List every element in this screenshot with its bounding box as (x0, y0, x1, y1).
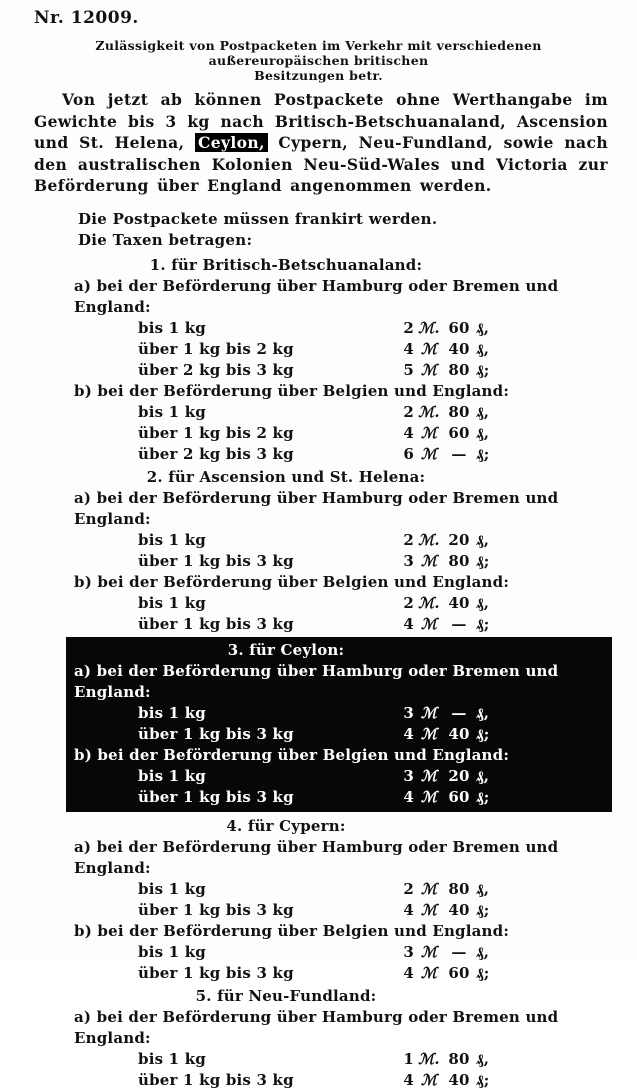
pfennig-amount: — (451, 703, 467, 722)
pfennig-sign: ₰, (476, 318, 490, 337)
pfennig-amount: 40 (448, 339, 470, 358)
pfennig-amount: 60 (448, 963, 470, 982)
price-value (400, 551, 489, 572)
mark-sign: ℳ (420, 703, 438, 722)
price-value (400, 339, 489, 360)
subject-line-1: Zulässigkeit von Postpacketen im Verkehr mit verschiedenen außereuropäischen britischen (95, 38, 542, 68)
section-title: 4. für Cypern: (226, 816, 346, 835)
pfennig-amount: 60 (448, 423, 470, 442)
mark-amount: 6 (403, 444, 414, 463)
route-label: a) bei der Beförderung über Hamburg oder Bremen und England: (74, 661, 559, 701)
pfennig-amount: — (451, 444, 467, 463)
pfennig-sign: ₰; (476, 787, 490, 806)
price-value (400, 1070, 489, 1091)
price-value (400, 787, 489, 808)
mark-amount: 1 (403, 1049, 414, 1068)
pfennig-sign: ₰; (476, 360, 490, 379)
rate-row (66, 1070, 612, 1091)
intro-paragraph (34, 89, 608, 197)
price-value (400, 942, 489, 963)
rate-row (66, 423, 612, 444)
intro-text-before: Von jetzt ab können Postpackete ohne Werthangabe im Gewichte bis 3 kg nach Britisch-Betschuanaland, Ascension und St. Helena, (34, 90, 608, 152)
route-label: a) bei der Beförderung über Hamburg oder Bremen und England: (74, 837, 559, 877)
route-label: b) bei der Beförderung über Belgien und England: (74, 745, 510, 764)
rate-row (66, 787, 612, 808)
mark-amount: 4 (403, 724, 414, 743)
price-value (400, 530, 489, 551)
mark-sign: ℳ. (418, 530, 440, 549)
pfennig-amount: 40 (448, 593, 470, 612)
mark-sign: ℳ (420, 339, 438, 358)
pfennig-amount: 80 (448, 1049, 470, 1068)
price-value (400, 614, 489, 635)
price-value (400, 963, 489, 984)
mark-amount: 4 (403, 1070, 414, 1089)
rate-row (66, 551, 612, 572)
pfennig-amount: 60 (448, 318, 470, 337)
weight-range: über 1 kg bis 2 kg (138, 339, 294, 358)
rate-section (66, 467, 612, 635)
price-value (400, 318, 489, 339)
mark-amount: 4 (403, 963, 414, 982)
pfennig-sign: ₰, (476, 703, 490, 722)
section-title: 1. für Britisch-Betschuanaland: (149, 255, 423, 274)
rate-row (66, 318, 612, 339)
rate-row (66, 402, 612, 423)
rate-section (66, 816, 612, 984)
mark-amount: 5 (403, 360, 414, 379)
pfennig-amount: 20 (448, 530, 470, 549)
rate-row (66, 879, 612, 900)
mark-sign: ℳ (420, 787, 438, 806)
price-value (400, 593, 489, 614)
mark-sign: ℳ (420, 879, 438, 898)
mark-amount: 2 (403, 318, 414, 337)
pfennig-sign: ₰; (476, 614, 490, 633)
pfennig-amount: 40 (448, 900, 470, 919)
price-value (400, 879, 489, 900)
mark-sign: ℳ (420, 900, 438, 919)
pfennig-sign: ₰; (476, 444, 490, 463)
mark-sign: ℳ. (418, 1049, 440, 1068)
section-title: 2. für Ascension und St. Helena: (146, 467, 426, 486)
mark-sign: ℳ (420, 963, 438, 982)
pfennig-amount: 60 (448, 787, 470, 806)
doc-number: Nr. 12009. (34, 8, 139, 28)
mark-sign: ℳ (420, 942, 438, 961)
pfennig-amount: 80 (448, 402, 470, 421)
weight-range: bis 1 kg (138, 530, 206, 549)
mark-sign: ℳ. (418, 318, 440, 337)
weight-range: bis 1 kg (138, 879, 206, 898)
rate-row (66, 530, 612, 551)
intro-text-after: Cypern, Neu-Fundland, sowie nach den australischen Kolonien Neu-Süd-Wales und Victoria zur Beförderung über England angenommen werden. (34, 133, 608, 195)
mark-amount: 4 (403, 423, 414, 442)
weight-range: über 1 kg bis 3 kg (138, 614, 294, 633)
pfennig-sign: ₰, (476, 879, 490, 898)
mark-amount: 4 (403, 787, 414, 806)
weight-range: über 1 kg bis 3 kg (138, 1070, 294, 1089)
pfennig-amount: — (451, 614, 467, 633)
rate-row (66, 360, 612, 381)
rate-sections (0, 255, 637, 1091)
rate-row (66, 703, 612, 724)
pfennig-sign: ₰, (476, 423, 490, 442)
pfennig-amount: 80 (448, 360, 470, 379)
route-label: b) bei der Beförderung über Belgien und England: (74, 921, 510, 940)
franking-note: Die Postpackete müssen frankirt werden. (78, 209, 438, 228)
rate-section (66, 637, 612, 812)
weight-range: über 1 kg bis 3 kg (138, 724, 294, 743)
pfennig-amount: 40 (448, 1070, 470, 1089)
mark-amount: 4 (403, 339, 414, 358)
mark-amount: 2 (403, 879, 414, 898)
weight-range: bis 1 kg (138, 1049, 206, 1068)
mark-sign: ℳ (420, 766, 438, 785)
route-label: b) bei der Beförderung über Belgien und England: (74, 381, 510, 400)
rate-row (66, 724, 612, 745)
pfennig-amount: 80 (448, 879, 470, 898)
mark-sign: ℳ (420, 614, 438, 633)
pfennig-amount: 20 (448, 766, 470, 785)
pfennig-sign: ₰, (476, 1049, 490, 1068)
mark-amount: 2 (403, 530, 414, 549)
price-value (400, 766, 489, 787)
pfennig-sign: ₰; (476, 900, 490, 919)
highlighted-text-ceylon: Ceylon, (195, 133, 268, 152)
rate-section (66, 986, 612, 1091)
weight-range: über 2 kg bis 3 kg (138, 360, 294, 379)
weight-range: bis 1 kg (138, 593, 206, 612)
pfennig-sign: ₰, (476, 942, 490, 961)
pfennig-sign: ₰, (476, 339, 490, 358)
price-value (400, 360, 489, 381)
rate-row (66, 942, 612, 963)
pfennig-amount: 80 (448, 551, 470, 570)
price-value (400, 402, 489, 423)
mark-amount: 2 (403, 402, 414, 421)
section-title: 3. für Ceylon: (227, 640, 345, 659)
mark-sign: ℳ. (418, 402, 440, 421)
rate-row (66, 963, 612, 984)
price-value (400, 724, 489, 745)
mark-sign: ℳ (420, 724, 438, 743)
weight-range: bis 1 kg (138, 766, 206, 785)
rate-row (66, 900, 612, 921)
mark-sign: ℳ. (418, 593, 440, 612)
notes-block (78, 209, 637, 252)
weight-range: über 1 kg bis 3 kg (138, 787, 294, 806)
pfennig-sign: ₰; (476, 1070, 490, 1089)
route-label: b) bei der Beförderung über Belgien und England: (74, 572, 510, 591)
weight-range: über 2 kg bis 3 kg (138, 444, 294, 463)
weight-range: über 1 kg bis 3 kg (138, 900, 294, 919)
mark-amount: 4 (403, 614, 414, 633)
price-value (400, 1049, 489, 1070)
weight-range: bis 1 kg (138, 402, 206, 421)
pfennig-sign: ₰; (476, 724, 490, 743)
pfennig-amount: 40 (448, 724, 470, 743)
mark-sign: ℳ (420, 423, 438, 442)
mark-amount: 3 (403, 551, 414, 570)
price-value (400, 444, 489, 465)
mark-amount: 4 (403, 900, 414, 919)
pfennig-sign: ₰; (476, 551, 490, 570)
pfennig-sign: ₰, (476, 530, 490, 549)
pfennig-sign: ₰, (476, 766, 490, 785)
mark-sign: ℳ (420, 444, 438, 463)
mark-amount: 3 (403, 942, 414, 961)
route-label: a) bei der Beförderung über Hamburg oder Bremen und England: (74, 276, 559, 316)
mark-amount: 3 (403, 703, 414, 722)
rate-row (66, 766, 612, 787)
weight-range: über 1 kg bis 3 kg (138, 551, 294, 570)
mark-sign: ℳ (420, 1070, 438, 1089)
rate-row (66, 339, 612, 360)
weight-range: bis 1 kg (138, 942, 206, 961)
pfennig-sign: ₰, (476, 402, 490, 421)
weight-range: bis 1 kg (138, 703, 206, 722)
rates-intro: Die Taxen betragen: (78, 231, 253, 249)
mark-amount: 3 (403, 766, 414, 785)
mark-sign: ℳ (420, 360, 438, 379)
pfennig-amount: — (451, 942, 467, 961)
weight-range: über 1 kg bis 2 kg (138, 423, 294, 442)
pfennig-sign: ₰, (476, 593, 490, 612)
subject-heading (0, 38, 637, 83)
subject-line-2: Besitzungen betr. (254, 68, 383, 83)
rate-section (66, 255, 612, 465)
rate-row (66, 593, 612, 614)
weight-range: über 1 kg bis 3 kg (138, 963, 294, 982)
pfennig-sign: ₰; (476, 963, 490, 982)
route-label: a) bei der Beförderung über Hamburg oder Bremen und England: (74, 488, 559, 528)
price-value (400, 900, 489, 921)
price-value (400, 423, 489, 444)
price-value (400, 703, 489, 724)
rate-row (66, 1049, 612, 1070)
route-label: a) bei der Beförderung über Hamburg oder Bremen und England: (74, 1007, 559, 1047)
weight-range: bis 1 kg (138, 318, 206, 337)
rate-row (66, 444, 612, 465)
section-title: 5. für Neu-Fundland: (195, 986, 377, 1005)
mark-amount: 2 (403, 593, 414, 612)
mark-sign: ℳ (420, 551, 438, 570)
rate-row (66, 614, 612, 635)
